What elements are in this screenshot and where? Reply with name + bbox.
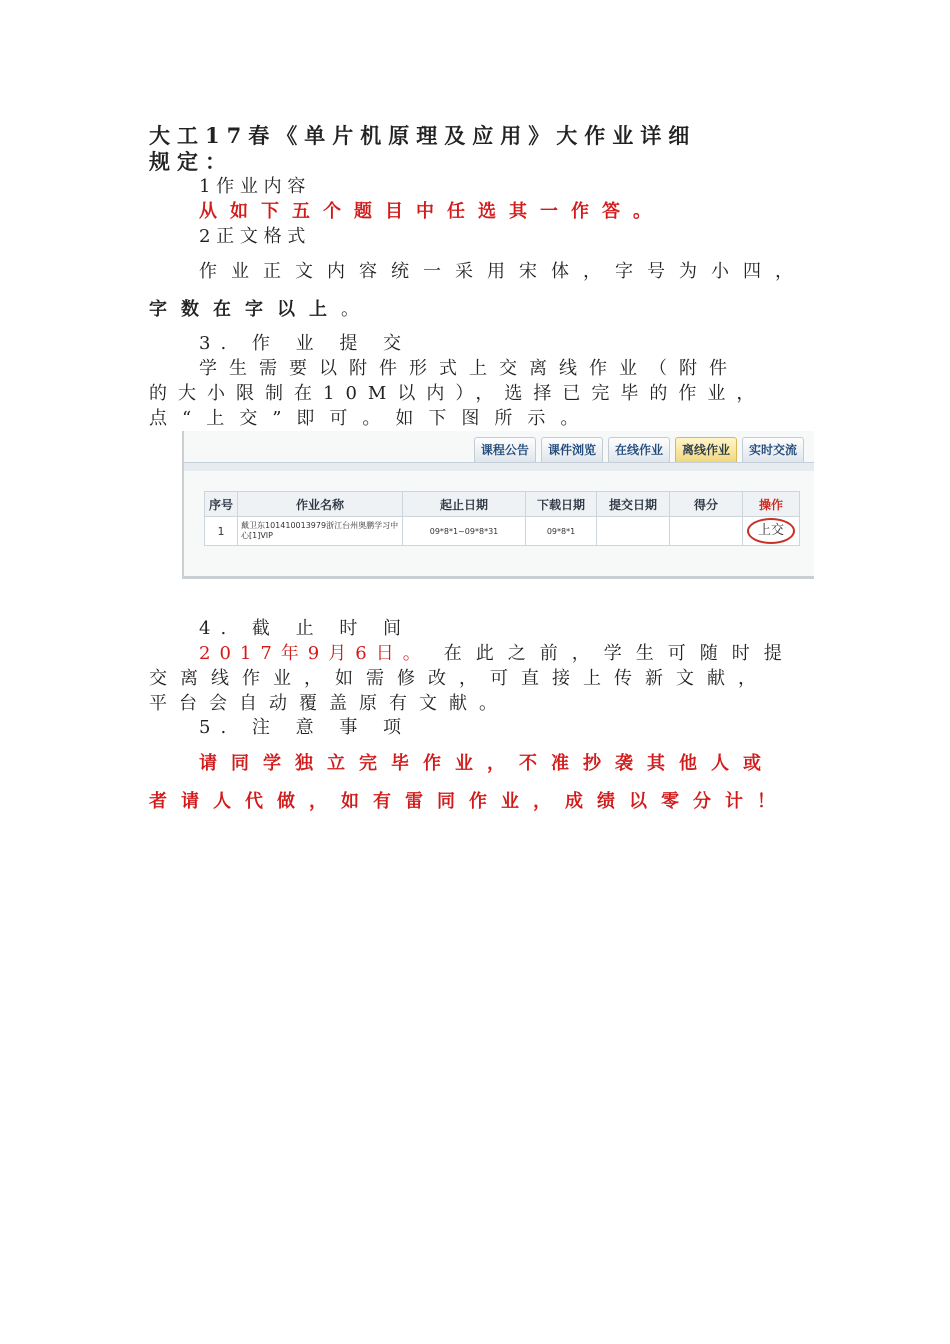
col-download-date: 下载日期 <box>526 492 597 517</box>
section4-line1-rest: 在此之前，学生可随时提 <box>443 643 796 664</box>
offline-homework-screenshot <box>182 431 814 579</box>
section3-line3: 点“上交”即可。如下图所示。 <box>149 408 594 429</box>
document-title-line1: 大工17春《单片机原理及应用》大作业详细 <box>149 123 697 148</box>
col-index: 序号 <box>205 492 238 517</box>
section3-line1: 学生需要以附件形式上交离线作业（附件 <box>199 358 739 379</box>
deadline-date: 2017年9月6日。 <box>199 643 430 664</box>
section2-line2-end: 。 <box>341 299 373 320</box>
document-title <box>149 124 792 148</box>
table-header-row <box>205 492 800 517</box>
section4-line3: 平台会自动覆盖原有文献。 <box>149 693 509 714</box>
course-tabs <box>474 437 804 463</box>
section1-body: 从如下五个题目中任选其一作答。 <box>199 201 664 222</box>
row-action-cell <box>743 517 800 546</box>
section4-heading: 4. 截 止 时 间 <box>199 618 412 639</box>
col-period: 起止日期 <box>403 492 526 517</box>
homework-table <box>204 491 800 546</box>
tab-live-chat[interactable]: 实时交流 <box>742 437 804 463</box>
col-action: 操作 <box>743 492 800 517</box>
section2-heading: 2 正 文 格 式 <box>199 226 306 247</box>
section3-heading: 3. 作 业 提 交 <box>199 333 412 354</box>
section4-line2: 交离线作业，如需修改，可直接上传新文献， <box>149 668 769 689</box>
section5-heading: 5. 注 意 事 项 <box>199 717 412 738</box>
submit-button[interactable]: 上交 <box>747 518 795 544</box>
row-index: 1 <box>205 517 238 546</box>
section2-bold-text: 字数在字以上 <box>149 299 341 320</box>
notice-line1: 请同学独立完毕作业，不准抄袭其他人或 <box>199 753 775 774</box>
section1-heading: 1 作 业 内 容 <box>199 176 306 197</box>
row-download-date: 09*8*1 <box>526 517 597 546</box>
row-period: 09*8*1~09*8*31 <box>403 517 526 546</box>
section2-line1: 作业正文内容统一采用宋体，字号为小四， <box>199 261 807 282</box>
notice-line2: 者请人代做，如有雷同作业，成绩以零分计！ <box>149 791 789 812</box>
section3-line2: 的大小限制在10M以内），选择已完毕的作业， <box>149 383 766 404</box>
row-homework-name: 戴卫东101410013979浙江台州奥鹏学习中心[1]VIP <box>238 517 403 546</box>
tab-courseware-browse[interactable]: 课件浏览 <box>541 437 603 463</box>
row-score <box>670 517 743 546</box>
tab-content-band <box>184 462 814 471</box>
section2-line2 <box>149 298 373 322</box>
tab-online-homework[interactable]: 在线作业 <box>608 437 670 463</box>
section4-line1 <box>199 642 796 666</box>
document-title-line2: 规定： <box>149 149 233 174</box>
col-submit-date: 提交日期 <box>597 492 670 517</box>
col-homework-name: 作业名称 <box>238 492 403 517</box>
row-submit-date <box>597 517 670 546</box>
tab-offline-homework[interactable]: 离线作业 <box>675 437 737 463</box>
table-row <box>205 517 800 546</box>
tab-course-announcement[interactable]: 课程公告 <box>474 437 536 463</box>
col-score: 得分 <box>670 492 743 517</box>
